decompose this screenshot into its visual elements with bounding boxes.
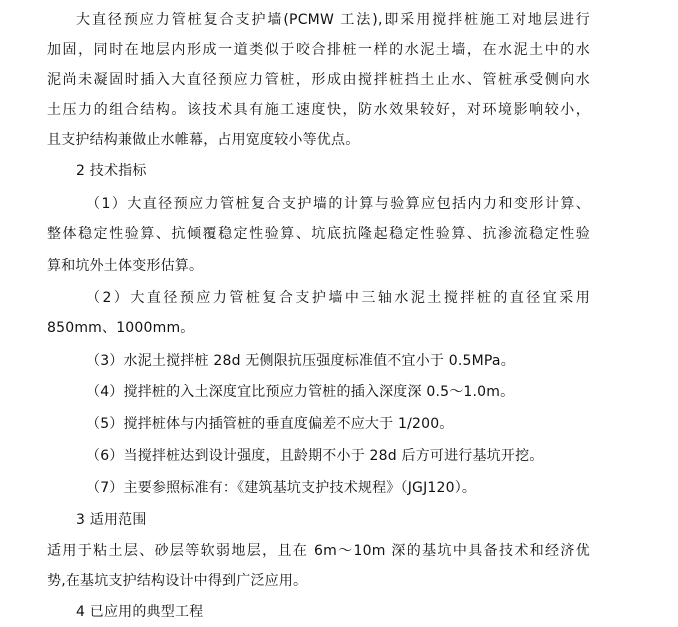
item-1-line-3: 算和坑外土体变形估算。 (47, 258, 204, 274)
item-3: （3）水泥土搅拌桩 28d 无侧限抗压强度标准值不宜小于 0.5MPa。 (86, 353, 515, 369)
item-6: （6）当搅拌桩达到设计强度，且龄期不小于 28d 后方可进行基坑开挖。 (86, 448, 544, 464)
item-7: （7）主要参照标准有：《建筑基坑支护技术规程》（JGJ120）。 (86, 480, 477, 496)
section-3-heading: 3 适用范围 (76, 512, 147, 528)
intro-line-4: 土压力的组合结构。该技术具有施工速度快，防水效果较好，对环境影响较小， (47, 102, 590, 118)
item-1-line-2: 整体稳定性验算、抗倾覆稳定性验算、坑底抗隆起稳定性验算、抗渗流稳定性验 (47, 226, 590, 242)
intro-line-1: 大直径预应力管桩复合支护墙(PCMW 工法),即采用搅拌桩施工对地层进行 (76, 12, 590, 28)
item-2-line-2: 850mm、1000mm。 (47, 320, 195, 336)
scope-line-1: 适用于粘土层、砂层等软弱地层，且在 6m～10m 深的基坑中具备技术和经济优 (47, 543, 590, 559)
intro-line-2: 加固，同时在地层内形成一道类似于咬合排桩一样的水泥土墙，在水泥土中的水 (47, 42, 590, 58)
item-4: （4）搅拌桩的入土深度宜比预应力管桩的插入深度深 0.5～1.0m。 (86, 384, 515, 400)
item-5: （5）搅拌桩体与内插管桩的垂直度偏差不应大于 1/200。 (86, 416, 454, 432)
item-1-line-1: （1）大直径预应力管桩复合支护墙的计算与验算应包括内力和变形计算、 (86, 196, 590, 212)
item-2-line-1: （2）大直径预应力管桩复合支护墙中三轴水泥土搅拌桩的直径宜采用 (86, 290, 590, 306)
scope-line-2: 势,在基坑支护结构设计中得到广泛应用。 (47, 573, 308, 589)
intro-line-5: 且支护结构兼做止水帷幕，占用宽度较小等优点。 (47, 132, 360, 148)
section-2-heading: 2 技术指标 (76, 163, 147, 179)
intro-line-3: 泥尚未凝固时插入大直径预应力管桩，形成由搅拌桩挡土止水、管桩承受侧向水 (47, 72, 590, 88)
section-4-heading: 4 已应用的典型工程 (76, 604, 204, 620)
